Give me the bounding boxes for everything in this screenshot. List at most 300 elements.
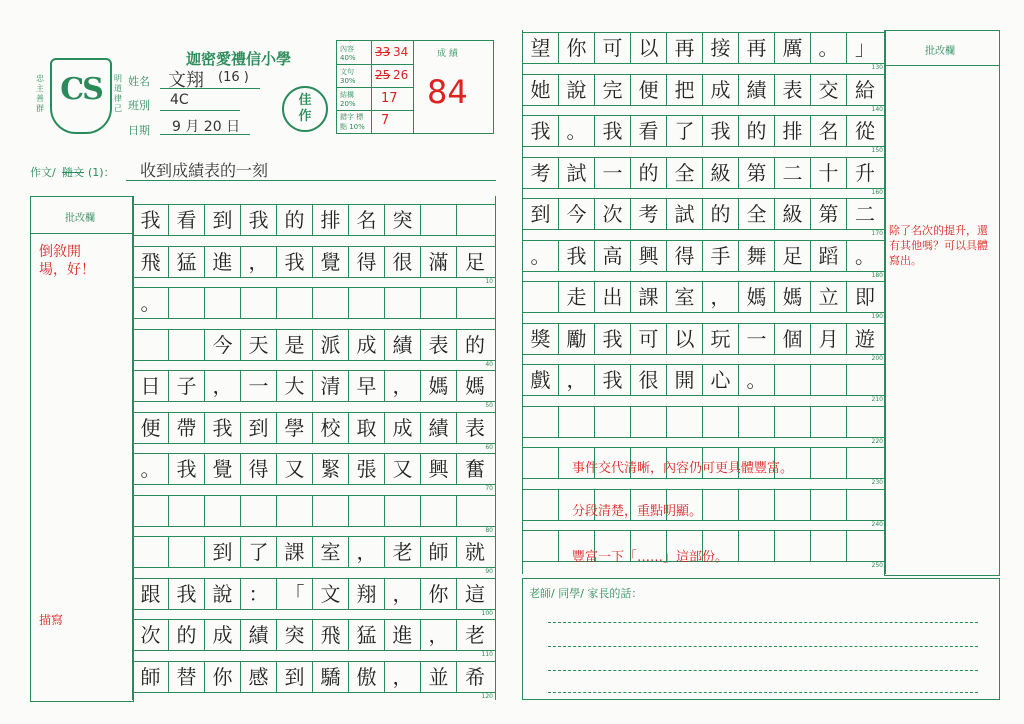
- grid-cell: [421, 496, 457, 526]
- grid-cell: 望: [523, 33, 559, 63]
- grid-cell: 考: [631, 199, 667, 229]
- grid-cell: 又: [277, 454, 313, 484]
- grid-cell: 文: [313, 579, 349, 609]
- teacher-comment-label: 老師/ 同學/ 家長的話：: [529, 587, 643, 600]
- left-comment-column: [30, 196, 134, 702]
- grid-cell: 出: [595, 282, 631, 312]
- grid-cell: 覺: [313, 247, 349, 277]
- grid-cell: 課: [631, 282, 667, 312]
- right-comment-column: [884, 30, 1000, 576]
- grid-row: [133, 661, 495, 700]
- grid-cell: 「: [277, 579, 313, 609]
- grid-cell: 。: [811, 33, 847, 63]
- grid-cell: 開: [667, 365, 703, 395]
- score-value-structure: 17: [381, 91, 398, 106]
- teacher-line: [548, 692, 978, 693]
- grid-cell: 表: [775, 75, 811, 105]
- grid-cell: 室: [667, 282, 703, 312]
- grid-cell: [349, 288, 385, 318]
- grid-cell: [523, 282, 559, 312]
- grid-cell: ，: [241, 247, 277, 277]
- grid-cell: 到: [523, 199, 559, 229]
- grid-cell: 媽: [775, 282, 811, 312]
- grid-cell: 全: [739, 199, 775, 229]
- grid-cell: 很: [631, 365, 667, 395]
- grid-cell: 績: [241, 620, 277, 650]
- grid-cell: 績: [421, 413, 457, 443]
- grid-cell: ，: [421, 620, 457, 650]
- grid-cell: 排: [775, 116, 811, 146]
- grid-cell: [847, 531, 883, 561]
- grid-cell: [847, 365, 883, 395]
- grid-cell: 得: [241, 454, 277, 484]
- grid-row: [133, 619, 495, 658]
- grid-cell: [385, 496, 421, 526]
- grid-cell: 室: [313, 537, 349, 567]
- grid-cell: 的: [277, 205, 313, 235]
- essay-title: 收到成績表的一刻: [140, 161, 269, 180]
- grid-cell: 傲: [349, 662, 385, 692]
- grid-cell: [169, 537, 205, 567]
- score-value-content: 34: [393, 45, 409, 59]
- grid-cell: 媽: [421, 371, 457, 401]
- grid-row: [133, 246, 495, 285]
- grid-line-number: 110: [481, 651, 493, 658]
- grid-cell: 師: [133, 662, 169, 692]
- grid-cell: 到: [241, 413, 277, 443]
- grid-cell: 足: [775, 241, 811, 271]
- grid-cell: [775, 531, 811, 561]
- score-struck-content: 33: [375, 45, 391, 59]
- grid-row: [133, 453, 495, 492]
- grid-line-number: 230: [871, 479, 883, 486]
- grid-line-number: 200: [871, 354, 883, 362]
- grid-cell: 遊: [855, 326, 875, 351]
- grid-cell: 進: [385, 620, 421, 650]
- grid-cell: 勵: [559, 324, 595, 354]
- grid-cell: [457, 205, 493, 235]
- total-score-value: 84: [427, 73, 468, 111]
- grid-cell: 我: [169, 454, 205, 484]
- grid-cell: 早: [349, 371, 385, 401]
- grid-cell: 日: [133, 371, 169, 401]
- essay-index: (1)：: [88, 166, 115, 179]
- grid-cell: 排: [313, 205, 349, 235]
- grid-cell: [313, 288, 349, 318]
- grid-cell: 全: [667, 158, 703, 188]
- grid-cell: 我: [133, 205, 169, 235]
- grid-cell: 奮: [465, 457, 485, 481]
- grid-cell: 猛: [169, 247, 205, 277]
- grid-cell: 名: [349, 205, 385, 235]
- grid-cell: 並: [421, 662, 457, 692]
- grid-cell: 學: [277, 413, 313, 443]
- grid-cell: [205, 288, 241, 318]
- grid-cell: 媽: [465, 374, 485, 398]
- grid-cell: 是: [277, 330, 313, 360]
- grid-cell: 緊: [313, 454, 349, 484]
- grid-cell: 突: [385, 205, 421, 235]
- teacher-line: [548, 670, 978, 671]
- grid-cell: 。: [133, 288, 169, 318]
- name-label: 姓名: [128, 75, 150, 88]
- grid-cell: 進: [205, 247, 241, 277]
- grid-row: [523, 240, 885, 279]
- grid-cell: 老: [385, 537, 421, 567]
- grid-cell: 看: [169, 205, 205, 235]
- grid-cell: 」: [855, 36, 875, 60]
- grid-cell: 交: [811, 75, 847, 105]
- grid-cell: 一: [241, 371, 277, 401]
- grid-cell: 月: [811, 324, 847, 354]
- grid-row: [523, 115, 885, 154]
- grid-cell: [523, 448, 559, 478]
- date-value: 9 月 20 日: [172, 119, 241, 135]
- left-margin-comment-2: 描寫: [39, 613, 64, 627]
- grid-cell: 。: [523, 241, 559, 271]
- left-margin-comment-1: 倒敘開場，好！: [39, 244, 95, 278]
- grid-cell: [523, 531, 559, 561]
- grid-row: [523, 198, 885, 237]
- grid-cell: 課: [277, 537, 313, 567]
- grid-cell: 第: [811, 199, 847, 229]
- grid-cell: 以: [631, 33, 667, 63]
- grid-cell: 。: [855, 243, 875, 268]
- grid-cell: 的: [739, 116, 775, 146]
- class-label: 班別: [128, 99, 150, 112]
- grid-cell: 我: [205, 413, 241, 443]
- score-label-sentences: 文句 30%: [340, 68, 356, 85]
- grid-cell: [457, 288, 493, 318]
- grid-cell: 手: [703, 241, 739, 271]
- grid-cell: [169, 330, 205, 360]
- score-table-rule: [337, 64, 413, 65]
- grid-cell: [811, 365, 847, 395]
- grid-cell: 大: [277, 371, 313, 401]
- grid-cell: [313, 496, 349, 526]
- grid-cell: 老: [465, 623, 485, 647]
- grid-cell: 翔: [349, 579, 385, 609]
- grid-cell: 升: [855, 160, 875, 185]
- grid-cell: 高: [595, 241, 631, 271]
- grid-cell: [421, 288, 457, 318]
- grid-cell: [703, 407, 739, 437]
- grid-line-number: 40: [485, 360, 493, 368]
- left-writing-grid: [132, 196, 496, 700]
- overall-comment-3: 豐富一下「……」這部份。: [572, 550, 729, 565]
- grid-cell: 子: [169, 371, 205, 401]
- score-table: [336, 40, 494, 134]
- grid-cell: [523, 407, 559, 437]
- grid-cell: 。: [739, 365, 775, 395]
- grid-row: [133, 495, 495, 534]
- grid-cell: 便: [133, 413, 169, 443]
- grid-cell: 立: [811, 282, 847, 312]
- merit-stamp-text: 佳作: [298, 93, 312, 124]
- grid-cell: 可: [631, 324, 667, 354]
- name-number: (16 ): [218, 70, 249, 85]
- grid-cell: 很: [385, 247, 421, 277]
- class-value: 4C: [170, 92, 189, 108]
- score-table-rule: [337, 110, 413, 111]
- grid-line-number: 120: [481, 692, 493, 700]
- grid-cell: [739, 407, 775, 437]
- grid-row: [133, 578, 495, 617]
- grid-cell: 一: [595, 158, 631, 188]
- grid-cell: 。: [133, 454, 169, 484]
- grid-cell: 猛: [349, 620, 385, 650]
- grid-cell: 給: [855, 77, 875, 102]
- grid-cell: [277, 288, 313, 318]
- grid-cell: 。: [559, 116, 595, 146]
- grid-cell: 飛: [133, 247, 169, 277]
- score-value-punctuation: 7: [381, 113, 390, 128]
- grid-cell: 我: [703, 116, 739, 146]
- grid-cell: 績: [385, 330, 421, 360]
- grid-cell: [595, 407, 631, 437]
- grid-line-number: 70: [485, 485, 493, 492]
- grid-cell: 張: [349, 454, 385, 484]
- grid-line-number: 150: [871, 147, 883, 154]
- grid-cell: [169, 288, 205, 318]
- grid-cell: 了: [667, 116, 703, 146]
- grid-cell: [421, 205, 457, 235]
- grid-cell: [133, 537, 169, 567]
- grid-cell: 績: [739, 75, 775, 105]
- grid-cell: 成: [349, 330, 385, 360]
- grid-cell: 師: [421, 537, 457, 567]
- grid-cell: 派: [313, 330, 349, 360]
- grid-cell: [169, 496, 205, 526]
- grid-cell: 希: [465, 664, 485, 689]
- grid-cell: 我: [241, 205, 277, 235]
- score-struck-sentences: 25: [375, 68, 391, 82]
- grid-cell: [775, 407, 811, 437]
- grid-cell: 厲: [775, 33, 811, 63]
- grid-row: [133, 204, 495, 236]
- grid-cell: [241, 288, 277, 318]
- grid-cell: 獎: [523, 324, 559, 354]
- essay-label: 作文/: [30, 166, 56, 179]
- grid-cell: 突: [277, 620, 313, 650]
- grid-cell: [133, 496, 169, 526]
- grid-cell: 把: [667, 75, 703, 105]
- score-table-rule: [337, 87, 413, 88]
- grid-cell: 到: [277, 662, 313, 692]
- right-page: [512, 0, 1024, 724]
- grid-cell: 今: [205, 330, 241, 360]
- grid-cell: 的: [465, 332, 485, 357]
- grid-line-number: 100: [481, 609, 493, 617]
- grid-cell: 天: [241, 330, 277, 360]
- grid-cell: [457, 496, 493, 526]
- grid-cell: [349, 496, 385, 526]
- grid-cell: 心: [703, 365, 739, 395]
- total-score-label: 成 績: [437, 49, 458, 59]
- grid-line-number: 190: [871, 313, 883, 320]
- grid-cell: 次: [133, 620, 169, 650]
- grid-row: [133, 287, 495, 319]
- grid-row: [523, 157, 885, 196]
- grid-cell: 接: [703, 33, 739, 63]
- grid-cell: 便: [631, 75, 667, 105]
- grid-cell: 級: [703, 158, 739, 188]
- grid-cell: 戲: [523, 365, 559, 395]
- grid-line-number: 170: [871, 230, 883, 237]
- grid-cell: 的: [169, 620, 205, 650]
- grid-cell: [205, 496, 241, 526]
- grid-line-number: 90: [485, 568, 493, 575]
- crest-left-motto: 忠主善群: [36, 74, 44, 113]
- right-comment-header-text: 批改欄: [925, 46, 955, 57]
- grid-cell: ，: [559, 365, 595, 395]
- grid-cell: 取: [349, 413, 385, 443]
- grid-cell: [847, 490, 883, 520]
- grid-cell: 足: [465, 249, 485, 274]
- grid-cell: 以: [667, 324, 703, 354]
- grid-cell: 次: [595, 199, 631, 229]
- score-label-content: 內容 40%: [340, 45, 356, 62]
- score-value-sentences: 26: [393, 68, 409, 82]
- grid-cell: 我: [277, 247, 313, 277]
- name-underline: [160, 88, 260, 89]
- class-underline: [160, 110, 240, 111]
- grid-cell: [277, 496, 313, 526]
- grid-cell: [133, 330, 169, 360]
- grid-line-number: 180: [871, 271, 883, 279]
- grid-cell: [847, 448, 883, 478]
- grid-cell: 完: [595, 75, 631, 105]
- grid-cell: 我: [523, 116, 559, 146]
- grid-cell: 可: [595, 33, 631, 63]
- grid-cell: 從: [855, 119, 875, 143]
- grid-cell: 我: [595, 116, 631, 146]
- grid-row: [523, 323, 885, 362]
- grid-cell: 玩: [703, 324, 739, 354]
- grid-cell: [523, 490, 559, 520]
- grid-cell: ，: [703, 282, 739, 312]
- grid-line-number: 220: [871, 437, 883, 445]
- grid-cell: 成: [205, 620, 241, 650]
- grid-cell: [739, 490, 775, 520]
- crest-letters-text: CS: [60, 72, 102, 107]
- grid-cell: 再: [739, 33, 775, 63]
- grid-line-number: 60: [485, 443, 493, 451]
- grid-cell: 成: [703, 75, 739, 105]
- grid-cell: 清: [313, 371, 349, 401]
- grid-cell: 帶: [169, 413, 205, 443]
- teacher-comment-box: [522, 578, 1000, 700]
- grid-row: [523, 364, 885, 403]
- grid-cell: 你: [205, 662, 241, 692]
- grid-cell: ，: [349, 537, 385, 567]
- grid-cell: 滿: [421, 247, 457, 277]
- score-label-punctuation: 錯字 標點 10%: [340, 113, 365, 131]
- grid-cell: [241, 496, 277, 526]
- grid-cell: 你: [421, 579, 457, 609]
- teacher-line: [548, 622, 978, 623]
- left-comment-header-text: 批改欄: [65, 213, 95, 224]
- grid-row: [133, 370, 495, 409]
- grid-line-number: 130: [871, 64, 883, 71]
- overall-comment-1: 事件交代清晰，內容仍可更具體豐富。: [572, 461, 794, 476]
- grid-cell: 就: [465, 540, 485, 564]
- school-name: 迦密愛禮信小學: [186, 50, 292, 68]
- grid-cell: 蹈: [811, 241, 847, 271]
- grid-cell: [847, 407, 883, 437]
- date-underline: [160, 134, 250, 135]
- grid-cell: 驕: [313, 662, 349, 692]
- grid-row: [523, 281, 885, 320]
- grid-cell: 個: [775, 324, 811, 354]
- grid-cell: 二: [775, 158, 811, 188]
- grid-cell: 我: [169, 579, 205, 609]
- grid-cell: 興: [631, 241, 667, 271]
- grid-cell: [385, 288, 421, 318]
- grid-cell: ，: [385, 371, 421, 401]
- grid-line-number: 50: [485, 402, 493, 409]
- grid-cell: [631, 407, 667, 437]
- grid-cell: 名: [811, 116, 847, 146]
- grid-cell: 這: [465, 581, 485, 606]
- grid-cell: 再: [667, 33, 703, 63]
- grid-cell: [811, 531, 847, 561]
- essay-label-struck: 隨文: [62, 166, 84, 179]
- grid-cell: 飛: [313, 620, 349, 650]
- grid-row: [133, 412, 495, 451]
- grid-cell: 十: [811, 158, 847, 188]
- grid-line-number: 210: [871, 396, 883, 403]
- grid-line-number: 250: [871, 562, 883, 569]
- grid-cell: 舞: [739, 241, 775, 271]
- grid-cell: 我: [595, 324, 631, 354]
- grid-cell: ，: [385, 662, 421, 692]
- grid-cell: 一: [739, 324, 775, 354]
- grid-cell: ：: [241, 579, 277, 609]
- grid-cell: ，: [205, 371, 241, 401]
- grid-cell: 又: [385, 454, 421, 484]
- grid-cell: 表: [465, 415, 485, 440]
- grid-cell: 校: [313, 413, 349, 443]
- grid-cell: [703, 490, 739, 520]
- grid-cell: 得: [349, 247, 385, 277]
- grid-cell: [739, 531, 775, 561]
- grid-cell: ，: [385, 579, 421, 609]
- grid-cell: [811, 490, 847, 520]
- grid-cell: [811, 407, 847, 437]
- score-table-divider: [413, 41, 414, 133]
- grid-cell: 到: [205, 205, 241, 235]
- grid-cell: 她: [523, 75, 559, 105]
- grid-cell: 興: [421, 454, 457, 484]
- grid-cell: 即: [855, 285, 875, 309]
- grid-cell: 你: [559, 33, 595, 63]
- grid-line-number: 240: [871, 520, 883, 528]
- school-crest: [50, 58, 112, 134]
- grid-cell: 感: [241, 662, 277, 692]
- grid-cell: 級: [775, 199, 811, 229]
- merit-stamp: [282, 86, 328, 132]
- grid-cell: 的: [703, 199, 739, 229]
- grid-cell: 試: [559, 158, 595, 188]
- crest-right-motto: 明道律己: [114, 74, 122, 113]
- grid-cell: 今: [559, 199, 595, 229]
- grid-cell: 我: [559, 241, 595, 271]
- essay-title-underline: [126, 180, 496, 181]
- grid-line-number: 140: [871, 105, 883, 113]
- grid-cell: 說: [205, 579, 241, 609]
- grid-cell: 表: [421, 330, 457, 360]
